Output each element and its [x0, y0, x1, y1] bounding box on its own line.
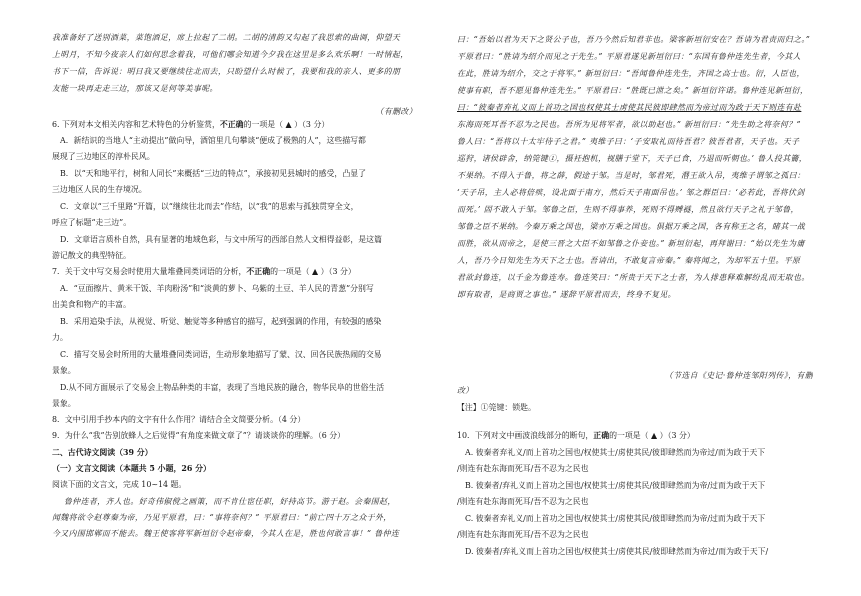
classical-passage-line: 即有取者，是商贾之事也。” 遂辞平原君而去，终身不复见。 — [457, 290, 676, 299]
classical-passage-line: 鲁人曰：“吾将以十太牢待子之君。” 夷维子曰：‘子安取礼而待吾君？彼吾君者，天子也。天子 — [457, 137, 800, 146]
source-citation: （节选自《史记·鲁仲连邹阳列传》，有删 — [664, 371, 813, 380]
q7-option-a: A．“豆面擦片、黄米干饭、羊肉粉汤”和“淡黄的萝卜、乌紫的土豆、羊人民的青葱”分别写 — [60, 284, 374, 293]
q10-option-b-cont: /则连有赴东海而死耳/吾不忍为之民也 — [457, 497, 589, 506]
q7-option-c-cont: 景象。 — [52, 366, 76, 375]
classical-passage-line: 今又内围邯郸而不能去。魏王使客将军新垣衍令赵帝秦，今其人在是，胜也何敢言事！” 鲁仲连 — [52, 529, 400, 538]
passage-line: 友能一块再走走三边，那该又是何等美事呢。 — [52, 84, 218, 93]
q10-option-c: C. 彼秦者弃礼义/而上首功之国也/权使其士/虏使其民/彼即肆然而为帝/过而为政于天下 — [465, 514, 766, 523]
wavy-underlined-line: 曰：“彼秦者弃礼义而上首功之国也权使其士虏使其民彼即肆然而为帝过而为政于天下则连有赴 — [457, 103, 802, 112]
classical-passage-line: 在此，胜请为绍介，交之于将军。” 新垣衍曰：“吾闻鲁仲连先生，齐国之高士也。衍，人臣也， — [457, 69, 805, 78]
q10-option-c-cont: /则连有赴东海而死耳/吾不忍为之民也 — [457, 530, 589, 539]
q10-option-a: A. 彼秦者弃礼义/而上首功之国也/权使其士/虏使其民/彼即肆然而为帝过/而为政于天下 — [465, 448, 766, 457]
q7-option-c: C．描写交易会时所用的大量堆叠同类词语，生动形象地描写了蒙、汉、回各民族热闹的交易 — [60, 350, 382, 359]
q10-option-d: D. 彼秦者/弃礼义而上首功之国也/权使其士/虏使其民/彼即肆然而为帝过/而为政于天下/ — [465, 547, 769, 556]
q6-option-c-cont: 呼应了标题“走三边”。 — [52, 218, 132, 227]
question-10-stem: 10．下列对文中画波浪线部分的断句，正确的一项是（ ▲ ）（3 分） — [457, 431, 695, 440]
q7-option-d-cont: 景象。 — [52, 399, 76, 408]
instruction: 阅读下面的文言文，完成 10~14 题。 — [52, 480, 187, 489]
classical-passage-line: 平原君曰：“胜请为绍介而见之于先生。” 平原君遂见新垣衍曰：“东国有鲁仲连先生者，今其人 — [457, 52, 801, 61]
source-citation-cont: 改） — [457, 386, 474, 395]
q6-option-a: A．新结识的当地人“主动提出”做向导，酒馆里几句攀谈“便成了极熟的人”，这些描写都 — [60, 136, 366, 145]
classical-passage-line: 而死。’ 固不敢入于邹。邹鲁之臣，生则不得事养，死则不得赙襚，然且欲行天子之礼于邹鲁， — [457, 205, 799, 214]
subsection-heading: （一）文言文阅读（本题共 5 小题，26 分） — [52, 464, 211, 473]
annotation-note: 【注】①筦键：锁匙。 — [457, 403, 536, 412]
classical-passage-line: 使事有职，吾不愿见鲁仲连先生。” 平原君曰：“胜既已泄之矣。” 新垣衍许诺。鲁仲连见新垣衍， — [457, 86, 809, 95]
classical-passage-line: 人，吾乃今日知先生为天下之士也。吾请出，不敢复言帝秦。” 秦将闻之，为却军五十里。平原 — [457, 256, 801, 265]
q10-option-a-cont: /则连有赴东海而死耳/吾不忍为之民也 — [457, 464, 589, 473]
classical-passage-line: 闻魏将欲令赵尊秦为帝，乃见平原君，曰：“事将奈何？” 平原君曰：“前亡四十万之众于外， — [52, 513, 392, 522]
classical-passage-line: 邹鲁之臣不果纳。今秦万乘之国也，梁亦万乘之国也。俱据万乘之国，各有称王之名，睹其一战 — [457, 222, 806, 231]
q10-option-b: B. 彼秦者/弃礼义而上首功之国也/权使其士/虏使其民/彼即肆然而为帝/过而为政于天下 — [465, 481, 766, 490]
question-7-stem: 7．关于文中写交易会时使用大量堆叠同类词语的分析，不正确的一项是（ ▲ ）（3 分） — [52, 267, 356, 276]
classical-passage-line: 鲁仲连者，齐人也。好奇伟俶傥之画策，而不肯仕宦任职，好持高节。游于赵。会秦围赵， — [64, 497, 396, 506]
question-9: 9．为什么“我”告别放蜂人之后觉得“有角度来做文章了”？请谈谈你的理解。（6 分） — [52, 431, 346, 440]
q7-option-b: B．采用追染手法，从视觉、听觉、触觉等多种感官的描写，起到强调的作用，有较强的感染 — [60, 317, 382, 326]
classical-passage-line: 曰：“吾始以君为天下之贤公子也，吾乃今然后知君非也。梁客新垣衍安在？吾请为君责而归之。” — [457, 35, 811, 44]
passage-line: 我准备好了送别酒菜，菜饱酒足，席上拉起了二胡。二胡的清韵又勾起了我思索的曲调，仰望天 — [52, 33, 401, 42]
excerpt-note: （有删改） — [375, 107, 417, 116]
q6-option-b-cont: 三边地区人民的生存境况。 — [52, 185, 147, 194]
passage-line: 书下一信，告诉说：明日我又要继续往北而去，只盼望什么时候了，我要和我的亲人、更多的朋 — [52, 67, 401, 76]
q6-option-d: D．文章语言质朴自然，具有显著的地域色彩，与文中所写的西部自然人文相得益彰，是这篇 — [60, 235, 382, 244]
section-heading: 二、古代诗文阅读（39 分） — [52, 448, 153, 457]
classical-passage-line: 巡狩，诸侯辟舍，纳筦键①，摄衽抱机，视膳于堂下，天子已食，乃退而听朝也。’ 鲁人投其籥， — [457, 154, 808, 163]
question-6-stem: 6. 下列对本文相关内容和艺术特色的分析鉴赏，不正确的一项是（ ▲ ）（3 分） — [52, 120, 330, 129]
question-8: 8．文中引用手抄本内的文字有什么作用？请结合全文简要分析。（4 分） — [52, 415, 306, 424]
q6-option-d-cont: 游记散文的典型特征。 — [52, 251, 131, 260]
classical-passage-line: 东海而死耳吾不忍为之民也。吾所为见将军者，欲以助赵也。” 新垣衍曰：“先生助之将奈何？” — [457, 120, 801, 129]
right-column — [457, 0, 813, 596]
classical-passage-line: 君欲封鲁连，以千金为鲁连寿。鲁连笑曰：“所贵于天下之士者，为人排患释难解纷乱而无取也。 — [457, 273, 810, 282]
passage-line: 上明月，不知今夜亲人们如何思念着我，可他们哪会知道今夕我在这里是多么欢乐啊！一时情起， — [52, 50, 409, 59]
q7-option-a-cont: 出美食和物产的丰富。 — [52, 300, 131, 309]
classical-passage-line: 不果纳。不得入于鲁，将之薛，假途于邹。当是时，邹君死，湣王欲入吊，夷维子谓邹之孤曰： — [457, 171, 806, 180]
q7-option-d: D.从不同方面展示了交易会上物品种类的丰富，表现了当地民族的融合，物华民阜的世俗生活 — [60, 383, 385, 392]
q6-option-a-cont: 展现了三边地区的淳朴民风。 — [52, 152, 155, 161]
left-column — [52, 0, 417, 596]
q6-option-c: C．文章以“三千里路”开篇，以“继续往北而去”作结，以“我”的思索与孤独贯穿全文， — [60, 202, 359, 211]
q6-option-b: B．以“天和地平行，树和人同长”来概括“三边的特点”，承接初见县城时的感受，凸显了 — [60, 169, 366, 178]
q7-option-b-cont: 力。 — [52, 333, 68, 342]
classical-passage-line: ‘天子吊，主人必将倍殡，设北面于南方，然后天子南面吊也。’ 邹之群臣曰：‘必若此，吾将伏剑 — [457, 188, 805, 197]
classical-passage-line: 而胜，欲从而帝之，是使三晋之大臣不如邹鲁之仆妾也。” 新垣衍起，再拜谢曰：“始以先生为庸 — [457, 239, 805, 248]
